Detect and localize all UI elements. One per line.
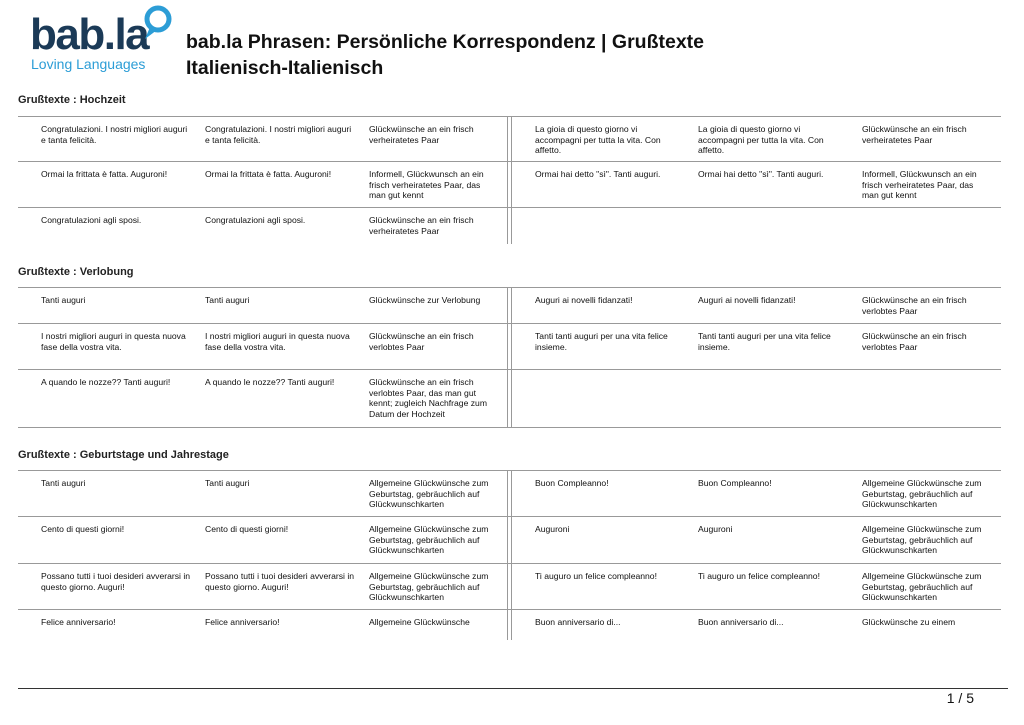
table-row: [18, 323, 1001, 369]
page-number: 1 / 5: [946, 690, 974, 706]
phrase-note: Glückwünsche an ein frisch verlobtes Paar: [862, 331, 967, 352]
phrase-note: Glückwünsche zu einem: [862, 617, 956, 627]
phrase-target: Buon Compleanno!: [698, 478, 772, 488]
phrase-source: Ti auguro un felice compleanno!: [535, 571, 657, 581]
table-row: [18, 287, 1001, 323]
phrase-source: Cento di questi giorni!: [41, 524, 125, 534]
phrase-note: Glückwünsche an ein frisch verheiratetes Paar: [369, 124, 474, 145]
phrase-target: Congratulazioni agli sposi.: [205, 215, 306, 225]
phrase-target: Buon anniversario di...: [698, 617, 784, 627]
phrase-note: Allgemeine Glückwünsche zum Geburtstag, gebräuchlich auf Glückwunschkarten: [369, 478, 489, 510]
footer-divider: [18, 688, 1008, 689]
phrase-source: Auguri ai novelli fidanzati!: [535, 295, 633, 305]
phrase-note: Allgemeine Glückwünsche: [369, 617, 470, 627]
phrase-target: Congratulazioni. I nostri migliori auguri e tanta felicità.: [205, 124, 352, 145]
phrase-note: Glückwünsche an ein frisch verlobtes Paar: [369, 331, 474, 352]
logo-tagline: Loving Languages: [31, 56, 146, 72]
phrase-source: Possano tutti i tuoi desideri avverarsi in questo giorno. Auguri!: [41, 571, 191, 592]
speech-bubble-icon: [142, 5, 172, 45]
phrase-source: Tanti auguri: [41, 295, 86, 305]
phrase-target: Tanti auguri: [205, 478, 250, 488]
phrase-source: Ormai la frittata è fatta. Auguroni!: [41, 169, 168, 179]
section-title-verlobung: Grußtexte : Verlobung: [18, 266, 134, 278]
section-title-hochzeit: Grußtexte : Hochzeit: [18, 94, 126, 106]
table-row: [18, 161, 1001, 207]
phrase-target: Tanti auguri: [205, 295, 250, 305]
page-title: [186, 29, 704, 81]
phrase-note: Informell, Glückwunsch an ein frisch verheiratetes Paar, das man gut kennt: [862, 169, 977, 201]
phrase-note: Informell, Glückwunsch an ein frisch verheiratetes Paar, das man gut kennt: [369, 169, 484, 201]
phrase-target: Ti auguro un felice compleanno!: [698, 571, 820, 581]
phrase-source: La gioia di questo giorno vi accompagni per tutta la vita. Con affetto.: [535, 124, 661, 156]
phrase-source: Congratulazioni. I nostri migliori auguri e tanta felicità.: [41, 124, 188, 145]
phrase-note: Allgemeine Glückwünsche zum Geburtstag, gebräuchlich auf Glückwunschkarten: [369, 571, 489, 603]
phrase-target: Felice anniversario!: [205, 617, 280, 627]
phrase-source: Auguroni: [535, 524, 570, 534]
page-title-line2: Italienisch-Italienisch: [186, 57, 384, 79]
phrase-source: A quando le nozze?? Tanti auguri!: [41, 377, 171, 387]
phrase-note: Glückwünsche an ein frisch verlobtes Paar: [862, 295, 967, 316]
phrase-target: A quando le nozze?? Tanti auguri!: [205, 377, 335, 387]
phrase-source: Felice anniversario!: [41, 617, 116, 627]
table-row: [18, 470, 1001, 516]
table-row: [18, 369, 1001, 427]
phrase-note: Glückwünsche an ein frisch verlobtes Paar, das man gut kennt; zugleich Nachfrage zum Datum der Hochzeit: [369, 377, 487, 419]
phrase-table-hochzeit: [18, 116, 1001, 244]
phrase-source: Tanti auguri: [41, 478, 86, 488]
phrase-source: Congratulazioni agli sposi.: [41, 215, 142, 225]
phrase-table-verlobung: [18, 287, 1001, 428]
phrase-target: Ormai hai detto "sì". Tanti auguri.: [698, 169, 824, 179]
phrase-note: Glückwünsche zur Verlobung: [369, 295, 481, 305]
phrase-target: La gioia di questo giorno vi accompagni per tutta la vita. Con affetto.: [698, 124, 824, 156]
phrase-source: I nostri migliori auguri in questa nuova fase della vostra vita.: [41, 331, 186, 352]
phrase-target: Ormai la frittata è fatta. Auguroni!: [205, 169, 332, 179]
table-row: [18, 563, 1001, 609]
phrase-source: Buon Compleanno!: [535, 478, 609, 488]
table-row: [18, 207, 1001, 244]
table-bottom-border: [18, 427, 1001, 428]
phrase-source: Buon anniversario di...: [535, 617, 621, 627]
phrase-note: Allgemeine Glückwünsche zum Geburtstag, gebräuchlich auf Glückwunschkarten: [369, 524, 489, 556]
table-row: [18, 609, 1001, 640]
phrase-target: Auguroni: [698, 524, 733, 534]
phrase-target: I nostri migliori auguri in questa nuova fase della vostra vita.: [205, 331, 350, 352]
section-title-geburtstage: Grußtexte : Geburtstage und Jahrestage: [18, 449, 229, 461]
page-title-line1: bab.la Phrasen: Persönliche Korrespondenz | Grußtexte: [186, 31, 704, 53]
phrase-note: Allgemeine Glückwünsche zum Geburtstag, gebräuchlich auf Glückwunschkarten: [862, 524, 982, 556]
logo-wordmark: bab.la: [30, 10, 149, 59]
phrase-note: Glückwünsche an ein frisch verheiratetes Paar: [369, 215, 474, 236]
phrase-target: Auguri ai novelli fidanzati!: [698, 295, 796, 305]
phrase-note: Allgemeine Glückwünsche zum Geburtstag, gebräuchlich auf Glückwunschkarten: [862, 478, 982, 510]
phrase-note: Glückwünsche an ein frisch verheiratetes Paar: [862, 124, 967, 145]
table-row: [18, 116, 1001, 161]
phrase-target: Tanti tanti auguri per una vita felice insieme.: [698, 331, 831, 352]
table-row: [18, 516, 1001, 563]
phrase-source: Ormai hai detto "sì". Tanti auguri.: [535, 169, 661, 179]
phrase-note: Allgemeine Glückwünsche zum Geburtstag, gebräuchlich auf Glückwunschkarten: [862, 571, 982, 603]
phrase-table-geburtstage: [18, 470, 1001, 640]
phrase-target: Possano tutti i tuoi desideri avverarsi in questo giorno. Auguri!: [205, 571, 355, 592]
phrase-source: Tanti tanti auguri per una vita felice insieme.: [535, 331, 668, 352]
phrase-target: Cento di questi giorni!: [205, 524, 289, 534]
babla-logo: [30, 5, 175, 75]
